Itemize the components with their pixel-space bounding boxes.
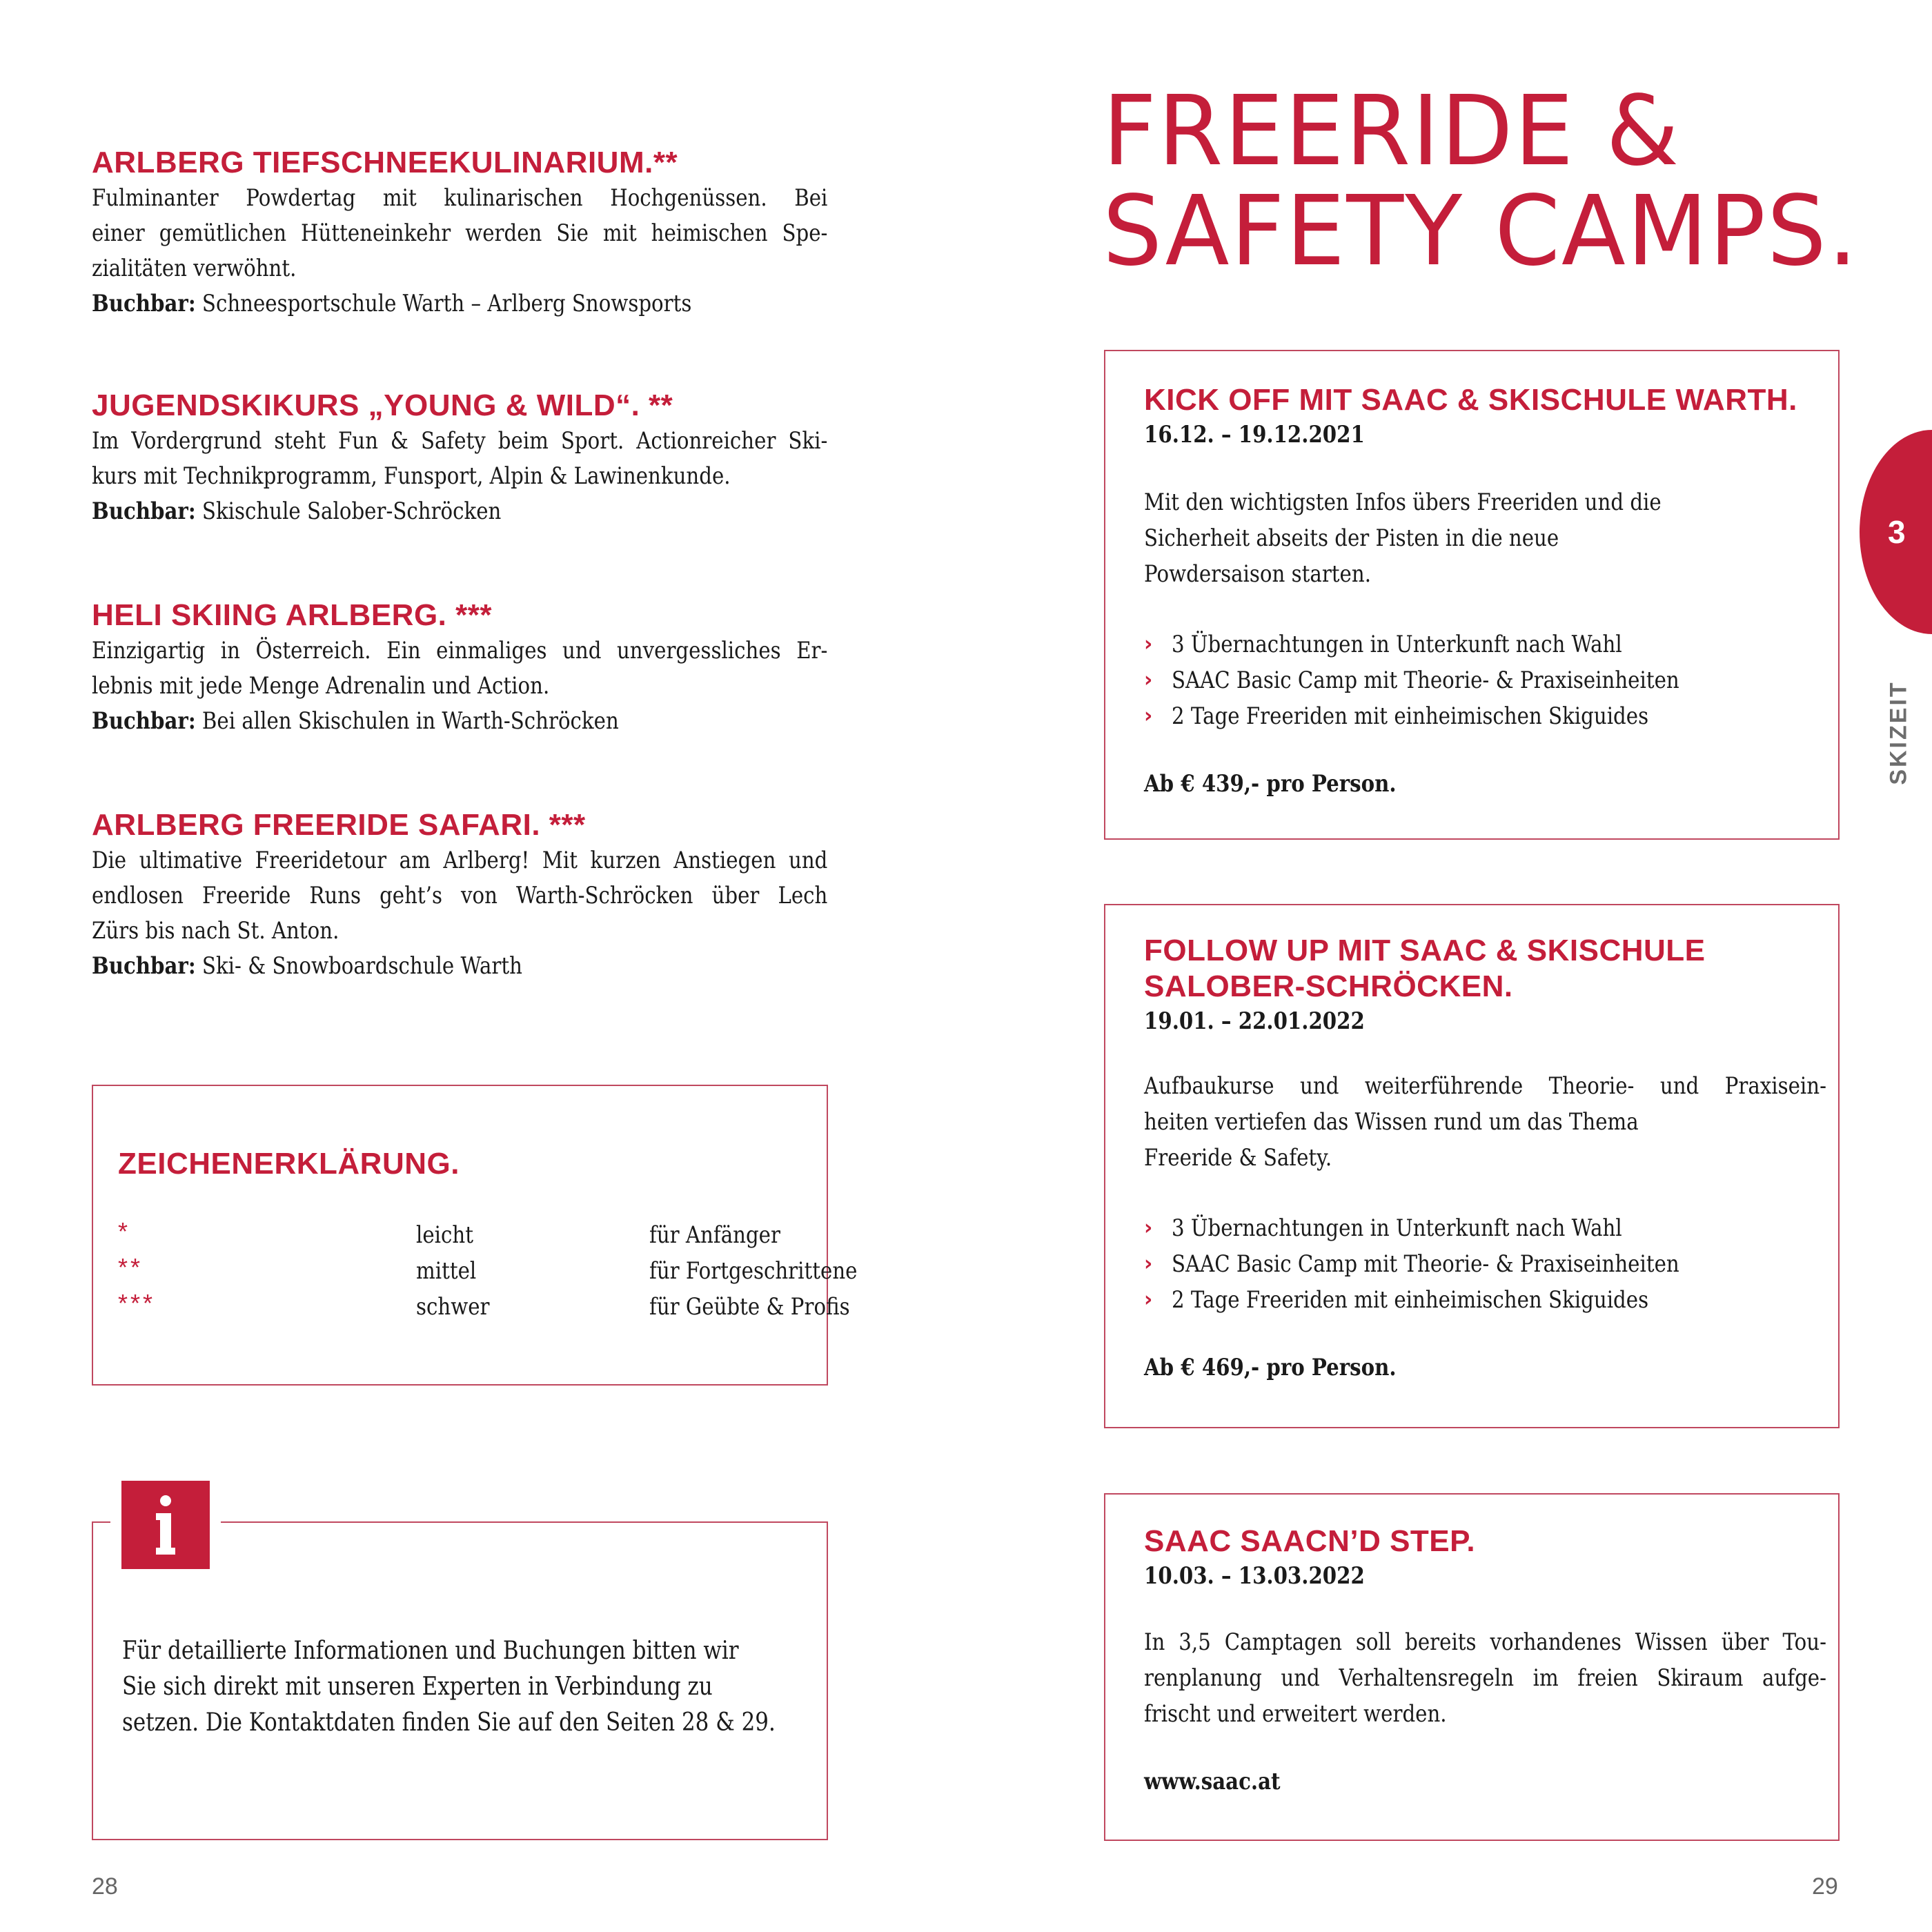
camp-desc-line: renplanung und Verhaltensregeln im freien Skiraum aufge- bbox=[1144, 1664, 1826, 1692]
chapter-number: 3 bbox=[1888, 514, 1906, 550]
chevron-right-icon: › bbox=[1144, 1252, 1153, 1276]
chevron-right-icon: › bbox=[1144, 632, 1153, 656]
info-text bbox=[122, 1633, 822, 1741]
camp-title-line: SALOBER-SCHRÖCKEN. bbox=[1144, 969, 1513, 1003]
offer-booking bbox=[92, 704, 827, 739]
camp-feature-text: 3 Übernachtungen in Unterkunft nach Wahl bbox=[1172, 631, 1622, 658]
camp-desc-line: Powdersaison starten. bbox=[1144, 560, 1372, 588]
offer-text-line: endlosen Freeride Runs geht’s von Warth-Schröcken über Lech bbox=[92, 882, 828, 909]
page-title bbox=[1103, 75, 1859, 288]
offer-text-line: Im Vordergrund steht Fun & Safety beim Sport. Actionreicher Ski- bbox=[92, 427, 828, 455]
camp-title bbox=[1144, 933, 1827, 1005]
offer-description bbox=[92, 843, 827, 984]
offer-text-line: Zürs bis nach St. Anton. bbox=[92, 917, 339, 945]
camp-feature-item bbox=[1144, 1246, 1827, 1282]
legend-row-medium bbox=[118, 1253, 858, 1293]
camp-feature-item bbox=[1144, 627, 1827, 662]
camp-description bbox=[1144, 484, 1826, 592]
offer-booking bbox=[92, 286, 827, 322]
page-number-left: 28 bbox=[92, 1873, 118, 1900]
difficulty-audience: für Geübte & Profis bbox=[649, 1293, 850, 1321]
legend-row-easy bbox=[118, 1217, 808, 1257]
camp-card-follow-up bbox=[1104, 904, 1840, 1428]
camp-website-link[interactable]: www.saac.at bbox=[1144, 1768, 1281, 1795]
camp-desc-line: frischt und erweitert werden. bbox=[1144, 1700, 1447, 1728]
booking-value: Ski- & Snowboardschule Warth bbox=[201, 952, 522, 980]
camp-features bbox=[1144, 1210, 1827, 1318]
camp-price: Ab € 439,- pro Person. bbox=[1144, 770, 1397, 798]
offer-young-and-wild bbox=[92, 388, 827, 529]
offer-booking bbox=[92, 949, 827, 984]
camp-features bbox=[1144, 627, 1827, 734]
difficulty-stars: *** bbox=[118, 1289, 156, 1317]
camp-date: 10.03. – 13.03.2022 bbox=[1144, 1562, 1365, 1590]
offer-tiefschneekulinarium bbox=[92, 145, 827, 322]
chevron-right-icon: › bbox=[1144, 1216, 1153, 1240]
camp-desc-line: Freeride & Safety. bbox=[1144, 1144, 1332, 1172]
legend-box bbox=[92, 1085, 858, 1386]
offer-text-line: lebnis mit jede Menge Adrenalin und Action. bbox=[92, 672, 550, 700]
info-icon bbox=[121, 1481, 210, 1569]
info-box bbox=[92, 1521, 828, 1840]
camp-desc-line: Aufbaukurse und weiterführende Theorie- und Praxisein- bbox=[1144, 1072, 1826, 1100]
camp-feature-text: SAAC Basic Camp mit Theorie- & Praxiseinheiten bbox=[1172, 667, 1679, 694]
difficulty-level: mittel bbox=[416, 1257, 477, 1285]
offer-title: ARLBERG TIEFSCHNEEKULINARIUM.** bbox=[92, 146, 678, 179]
camp-title: SAAC SAACN’D STEP. bbox=[1144, 1524, 1476, 1558]
camp-desc-line: Sicherheit abseits der Pisten in die neue bbox=[1144, 524, 1559, 552]
chevron-right-icon: › bbox=[1144, 704, 1153, 728]
difficulty-audience: für Anfänger bbox=[649, 1221, 780, 1249]
offer-description bbox=[92, 181, 827, 322]
info-text-line: setzen. Die Kontaktdaten finden Sie auf den Seiten 28 & 29. bbox=[122, 1708, 776, 1737]
offer-text-line: einer gemütlichen Hütteneinkehr werden Sie mit heimischen Spe- bbox=[92, 219, 828, 247]
offer-freeride-safari bbox=[92, 807, 827, 984]
difficulty-audience: für Fortgeschrittene bbox=[649, 1257, 858, 1285]
info-text-line: Für detaillierte Informationen und Buchungen bitten wir bbox=[122, 1637, 739, 1665]
chapter-label: SKIZEIT bbox=[1885, 680, 1912, 785]
camp-feature-item bbox=[1144, 698, 1827, 734]
offer-title: ARLBERG FREERIDE SAFARI. *** bbox=[92, 808, 586, 842]
camp-content bbox=[1144, 351, 1827, 798]
difficulty-level: leicht bbox=[416, 1221, 473, 1249]
booking-label: Buchbar: bbox=[92, 290, 196, 317]
offer-text-line: Einzigartig in Österreich. Ein einmaliges und unvergessliches Er- bbox=[92, 637, 828, 664]
camp-date: 19.01. – 22.01.2022 bbox=[1144, 1007, 1365, 1035]
page-number-right: 29 bbox=[1812, 1873, 1838, 1900]
camp-desc-line: Mit den wichtigsten Infos übers Freeriden und die bbox=[1144, 489, 1662, 516]
booking-label: Buchbar: bbox=[92, 952, 196, 980]
booking-value: Skischule Salober-Schröcken bbox=[201, 497, 502, 525]
difficulty-level: schwer bbox=[416, 1293, 490, 1321]
offer-description bbox=[92, 633, 827, 739]
camp-content bbox=[1144, 1495, 1827, 1795]
camp-content bbox=[1144, 905, 1827, 1381]
legend-row-hard bbox=[118, 1289, 850, 1329]
offer-text-line: Fulminanter Powdertag mit kulinarischen Hochgenüssen. Bei bbox=[92, 184, 828, 212]
difficulty-stars: ** bbox=[118, 1253, 144, 1281]
camp-feature-text: 2 Tage Freeriden mit einheimischen Skiguides bbox=[1172, 702, 1649, 730]
offer-description bbox=[92, 424, 827, 529]
camp-feature-text: SAAC Basic Camp mit Theorie- & Praxiseinheiten bbox=[1172, 1250, 1679, 1278]
chevron-right-icon: › bbox=[1144, 1288, 1153, 1312]
booking-label: Buchbar: bbox=[92, 707, 196, 735]
camp-card-kick-off bbox=[1104, 350, 1840, 840]
info-text-line: Sie sich direkt mit unseren Experten in Verbindung zu bbox=[122, 1673, 713, 1701]
camp-title-line: FOLLOW UP MIT SAAC & SKISCHULE bbox=[1144, 934, 1706, 967]
booking-label: Buchbar: bbox=[92, 497, 196, 525]
camp-feature-text: 2 Tage Freeriden mit einheimischen Skiguides bbox=[1172, 1286, 1649, 1314]
offer-heli-skiing bbox=[92, 598, 827, 739]
page-title-line: FREERIDE & bbox=[1103, 75, 1681, 188]
offer-text-line: zialitäten verwöhnt. bbox=[92, 255, 297, 282]
info-i-glyph bbox=[152, 1494, 179, 1556]
page-title-line: SAFETY CAMPS. bbox=[1103, 175, 1859, 288]
camp-desc-line: In 3,5 Camptagen soll bereits vorhandenes Wissen über Tou- bbox=[1144, 1628, 1826, 1656]
camp-date: 16.12. – 19.12.2021 bbox=[1144, 421, 1365, 448]
camp-desc-line: heiten vertiefen das Wissen rund um das Thema bbox=[1144, 1108, 1639, 1136]
camp-feature-item bbox=[1144, 1210, 1827, 1246]
chevron-right-icon: › bbox=[1144, 668, 1153, 692]
legend-title: ZEICHENERKLÄRUNG. bbox=[118, 1147, 460, 1181]
camp-card-saacnd-step bbox=[1104, 1493, 1840, 1841]
booking-value: Bei allen Skischulen in Warth-Schröcken bbox=[201, 707, 619, 735]
camp-title: KICK OFF MIT SAAC & SKISCHULE WARTH. bbox=[1144, 383, 1797, 417]
offer-title: HELI SKIING ARLBERG. *** bbox=[92, 598, 492, 632]
camp-feature-text: 3 Übernachtungen in Unterkunft nach Wahl bbox=[1172, 1214, 1622, 1242]
booking-value: Schneesportschule Warth – Arlberg Snowsports bbox=[201, 290, 692, 317]
offer-text-line: kurs mit Technikprogramm, Funsport, Alpin & Lawinenkunde. bbox=[92, 462, 731, 490]
offer-text-line: Die ultimative Freeridetour am Arlberg! Mit kurzen Anstiegen und bbox=[92, 847, 828, 874]
camp-feature-item bbox=[1144, 1282, 1827, 1318]
camp-description bbox=[1144, 1624, 1826, 1732]
camp-feature-item bbox=[1144, 662, 1827, 698]
offer-booking bbox=[92, 494, 827, 529]
camp-price: Ab € 469,- pro Person. bbox=[1144, 1354, 1397, 1381]
difficulty-stars: * bbox=[118, 1217, 131, 1245]
offer-title: JUGENDSKIKURS „YOUNG & WILD“. ** bbox=[92, 388, 673, 422]
camp-description bbox=[1144, 1068, 1826, 1176]
